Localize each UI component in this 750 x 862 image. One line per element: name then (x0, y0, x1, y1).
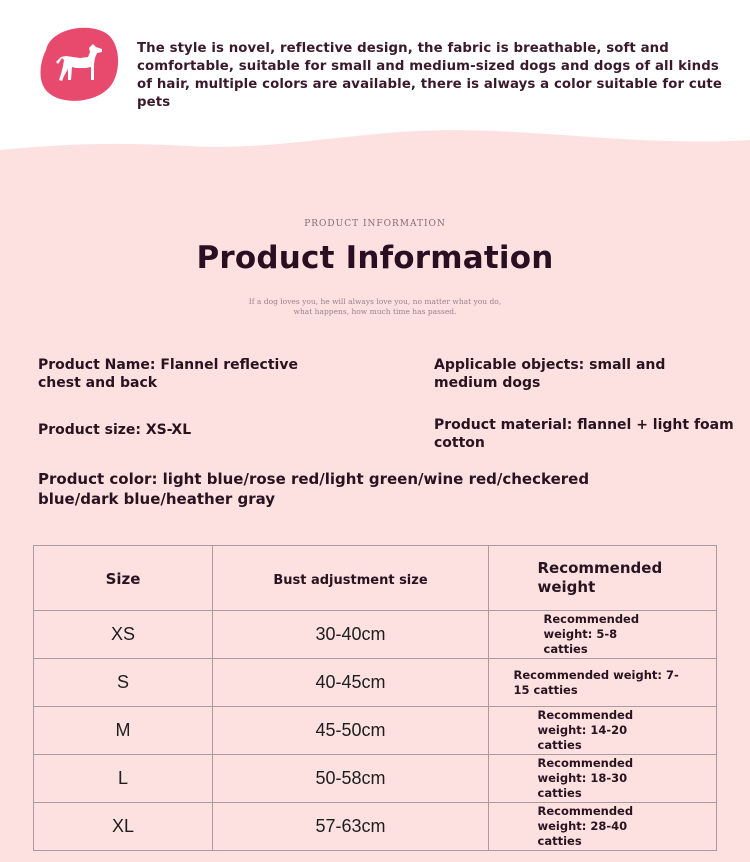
dog-badge (36, 24, 120, 102)
size-cell: M (34, 707, 213, 755)
table-row (34, 611, 717, 659)
motto-line-2: what happens, how much time has passed. (293, 307, 457, 316)
bust-cell: 45-50cm (213, 707, 489, 755)
bust-cell: 57-63cm (213, 803, 489, 851)
table-header-row (34, 546, 717, 611)
product-name: Product Name: Flannel reflective chest and back (38, 357, 298, 391)
header-cell-weight: Recommended weight (489, 546, 717, 611)
table-row (34, 707, 717, 755)
wave-divider (0, 118, 750, 178)
weight-cell: Recommended weight: 5-8 catties (489, 611, 717, 659)
motto (200, 297, 550, 317)
section-kicker: PRODUCT INFORMATION (304, 219, 446, 229)
table-row (34, 803, 717, 851)
motto-line-1: If a dog loves you, he will always love you, no matter what you do, (248, 297, 502, 306)
bust-cell: 30-40cm (213, 611, 489, 659)
size-cell: XS (34, 611, 213, 659)
weight-cell: Recommended weight: 7-15 catties (489, 659, 717, 707)
table-row (34, 755, 717, 803)
size-cell: L (34, 755, 213, 803)
weight-cell: Recommended weight: 18-30 catties (489, 755, 717, 803)
weight-cell: Recommended weight: 14-20 catties (489, 707, 717, 755)
weight-cell: Recommended weight: 28-40 catties (489, 803, 717, 851)
header-cell-bust: Bust adjustment size (213, 546, 489, 611)
bust-cell: 40-45cm (213, 659, 489, 707)
applicable-objects: Applicable objects: small and medium dogs (434, 357, 666, 391)
size-cell: XL (34, 803, 213, 851)
header-cell-size: Size (34, 546, 213, 611)
product-material: Product material: flannel + light foam cotton (434, 417, 734, 451)
product-size: Product size: XS-XL (38, 422, 192, 438)
intro-text: The style is novel, reflective design, the fabric is breathable, soft and comfortable, suitable for small and medium-sized dogs and dogs of all kinds of hair, multiple colors are available, there is always a color suitable for cute pets (137, 41, 722, 110)
size-cell: S (34, 659, 213, 707)
bust-cell: 50-58cm (213, 755, 489, 803)
size-table (33, 545, 717, 851)
product-color: Product color: light blue/rose red/light green/wine red/checkered blue/dark blue/heather gray (38, 470, 590, 508)
page-title: Product Information (196, 240, 554, 276)
table-row (34, 659, 717, 707)
